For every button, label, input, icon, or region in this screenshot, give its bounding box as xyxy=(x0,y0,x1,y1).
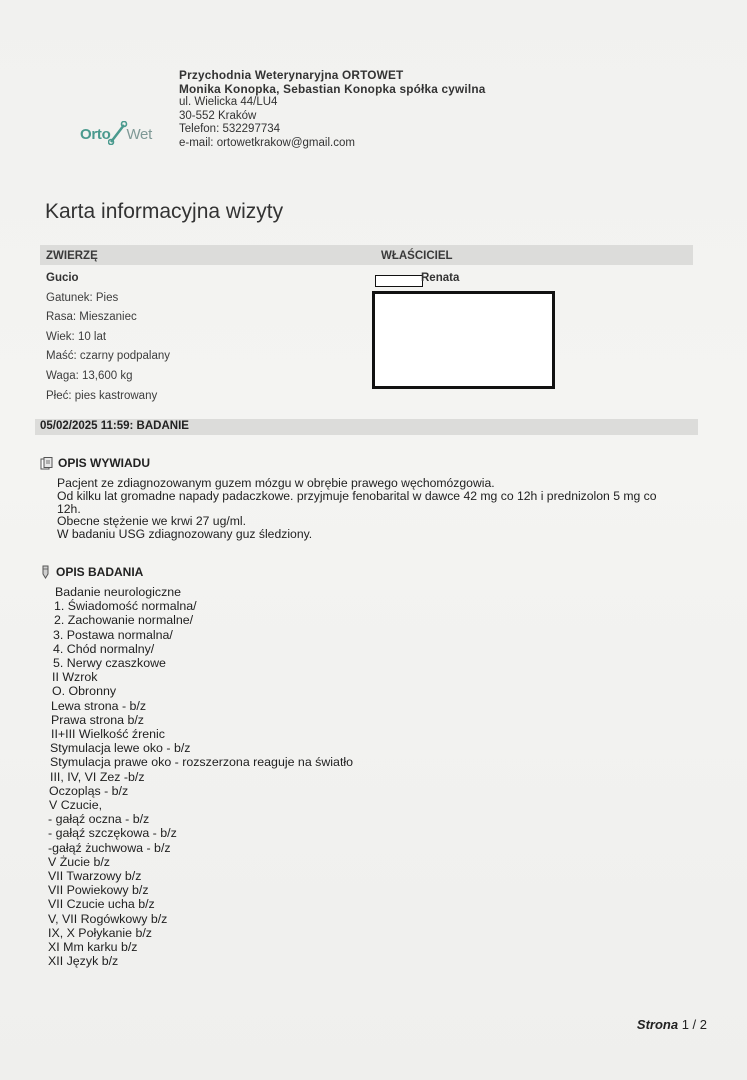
exam-line: O. Obronny xyxy=(52,684,117,699)
document-icon xyxy=(40,457,53,470)
clinic-email: e-mail: ortowetkrakow@gmail.com xyxy=(179,136,355,149)
exam-line: Stymulacja lewe oko - b/z xyxy=(50,741,191,756)
logo-text-right: Wet xyxy=(126,126,152,143)
exam-line: XII Język b/z xyxy=(48,954,119,969)
history-line: Obecne stężenie we krwi 27 ug/ml. xyxy=(57,514,246,529)
exam-line: 1. Świadomość normalna/ xyxy=(54,599,197,614)
section-header-bar xyxy=(40,245,693,265)
exam-line: Badanie neurologiczne xyxy=(55,585,182,599)
page-title: Karta informacyjna wizyty xyxy=(45,200,284,223)
exam-line: V, VII Rogówkowy b/z xyxy=(48,911,168,926)
history-heading: OPIS WYWIADU xyxy=(58,456,150,470)
page-label: Strona xyxy=(636,1017,679,1032)
exam-line: VII Czucie ucha b/z xyxy=(48,897,155,912)
animal-age: Wiek: 10 lat xyxy=(46,331,107,343)
exam-line: XI Mm karku b/z xyxy=(48,940,138,955)
exam-section-header xyxy=(40,565,143,579)
clinic-name: Przychodnia Weterynaryjna ORTOWET xyxy=(179,68,404,82)
exam-line: Lewa strona - b/z xyxy=(51,698,147,713)
exam-line: - gałąź szczękowa - b/z xyxy=(48,826,177,841)
visit-heading: 05/02/2025 11:59: BADANIE xyxy=(40,420,189,432)
clinic-city: 30-552 Kraków xyxy=(179,109,257,122)
animal-name: Gucio xyxy=(46,272,79,284)
clinic-phone: Telefon: 532297734 xyxy=(179,123,281,136)
exam-line: Oczopląs - b/z xyxy=(49,783,129,798)
exam-line: 5. Nerwy czaszkowe xyxy=(53,656,166,671)
history-line: Od kilku lat gromadne napady padaczkowe. przyjmuje fenobarital w dawce 42 mg co 12h i prednizolon 5 mg co xyxy=(57,488,657,503)
exam-line: Prawa strona b/z xyxy=(51,712,144,727)
exam-heading: OPIS BADANIA xyxy=(56,565,144,579)
exam-line: 2. Zachowanie normalne/ xyxy=(54,613,194,628)
animal-breed: Rasa: Mieszaniec xyxy=(46,311,137,323)
exam-text xyxy=(48,585,353,968)
clinic-owners: Monika Konopka, Sebastian Konopka spółka cywilna xyxy=(179,81,486,96)
exam-line: IX, X Połykanie b/z xyxy=(48,925,152,940)
animal-color: Maść: czarny podpalany xyxy=(46,350,171,362)
exam-line: 4. Chód normalny/ xyxy=(53,641,155,656)
history-text xyxy=(57,477,657,541)
page-number xyxy=(637,1017,707,1032)
exam-line: -gałąź żuchwowa - b/z xyxy=(48,840,171,855)
animal-weight: Waga: 13,600 kg xyxy=(46,370,133,382)
exam-line: - gałąź oczna - b/z xyxy=(48,812,150,827)
history-section-header xyxy=(40,456,150,470)
history-line: Pacjent ze zdiagnozowanym guzem mózgu w obrębie prawego węchomózgowia. xyxy=(57,476,495,490)
exam-line: V Żucie b/z xyxy=(48,854,110,869)
clinic-street: ul. Wielicka 44/LU4 xyxy=(179,96,278,109)
exam-line: II+III Wielkość źrenic xyxy=(51,727,165,742)
page-value: 1 / 2 xyxy=(681,1017,707,1032)
exam-line: VII Powiekowy b/z xyxy=(48,883,149,898)
clinic-logo xyxy=(80,121,152,145)
owner-header: WŁAŚCICIEL xyxy=(381,250,453,262)
exam-line: V Czucie, xyxy=(49,798,103,813)
animal-sex: Płeć: pies kastrowany xyxy=(46,390,158,402)
pen-icon xyxy=(40,565,51,579)
logo-text-left: Orto xyxy=(80,126,111,143)
exam-line: Stymulacja prawe oko - rozszerzona reaguje na światło xyxy=(50,755,354,770)
history-line: W badaniu USG zdiagnozowany guz śledziony. xyxy=(57,527,313,542)
animal-species: Gatunek: Pies xyxy=(46,292,119,304)
animal-header: ZWIERZĘ xyxy=(46,250,98,262)
exam-line: 3. Postawa normalna/ xyxy=(53,627,173,642)
exam-line: II Wzrok xyxy=(52,670,98,685)
redaction-mark xyxy=(375,275,423,287)
owner-first-name: Renata xyxy=(421,272,460,284)
exam-line: III, IV, VI Zez -b/z xyxy=(50,769,145,784)
redaction-box xyxy=(372,291,555,389)
history-line: 12h. xyxy=(57,501,81,516)
exam-line: VII Twarzowy b/z xyxy=(48,869,142,884)
clinic-header xyxy=(179,69,486,151)
